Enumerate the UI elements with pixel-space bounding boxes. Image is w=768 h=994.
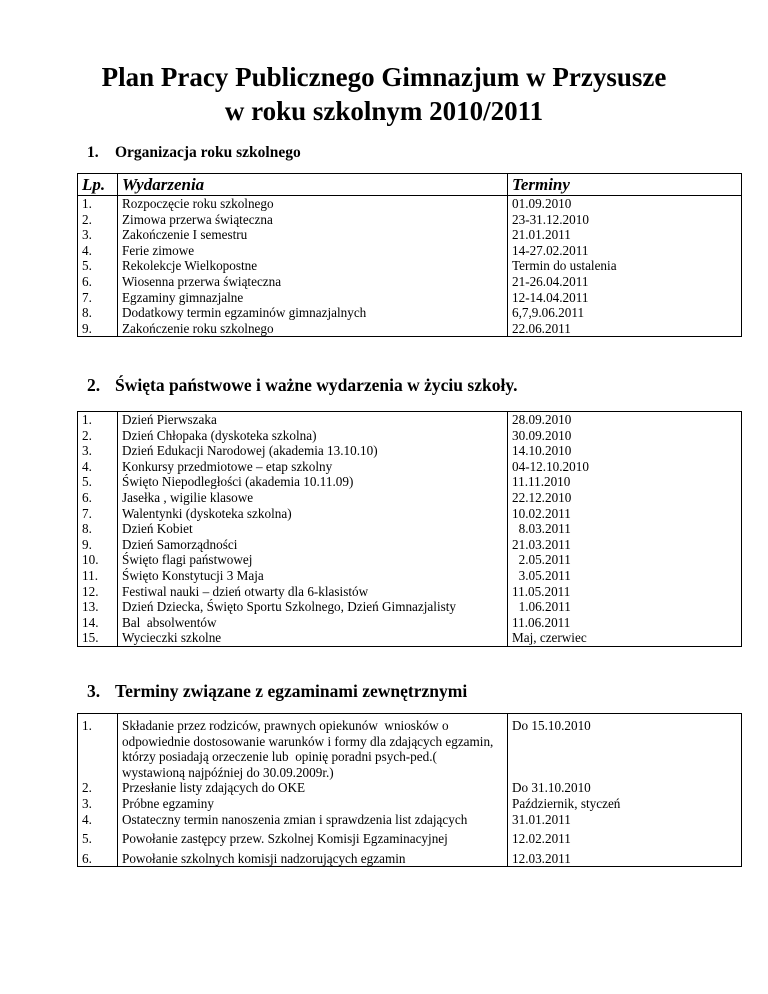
cell-event: Powołanie zastępcy przew. Szkolnej Komisji Egzaminacyjnej [118, 827, 508, 847]
cell-event: Przesłanie listy zdających do OKE [118, 780, 508, 796]
section-3-title: Terminy związane z egzaminami zewnętrznymi [115, 681, 468, 701]
cell-event: Dzień Pierwszaka [118, 412, 508, 428]
cell-lp: 5. [78, 827, 118, 847]
cell-lp: 12. [78, 584, 118, 600]
cell-lp: 4. [78, 812, 118, 828]
cell-event: Święto Konstytucji 3 Maja [118, 568, 508, 584]
table-row [78, 812, 742, 828]
table-row [78, 552, 742, 568]
cell-lp: 9. [78, 537, 118, 553]
cell-event: Dzień Chłopaka (dyskoteka szkolna) [118, 428, 508, 444]
col-date-header: Terminy [508, 174, 742, 196]
table-row [78, 227, 742, 243]
cell-date: 04-12.10.2010 [508, 459, 742, 475]
cell-date: 12.02.2011 [508, 827, 742, 847]
cell-lp: 3. [78, 227, 118, 243]
cell-event: Rekolekcje Wielkopostne [118, 258, 508, 274]
cell-lp: 2. [78, 212, 118, 228]
cell-date: Termin do ustalenia [508, 258, 742, 274]
cell-lp: 7. [78, 290, 118, 306]
section-2-heading [87, 375, 517, 396]
cell-date: Październik, styczeń [508, 796, 742, 812]
table-row [78, 258, 742, 274]
cell-lp: 6. [78, 490, 118, 506]
cell-lp: 15. [78, 630, 118, 646]
cell-lp: 9. [78, 321, 118, 337]
cell-date: Maj, czerwiec [508, 630, 742, 646]
table-row [78, 212, 742, 228]
cell-date: 1.06.2011 [508, 599, 742, 615]
cell-lp: 4. [78, 243, 118, 259]
cell-event: Zimowa przerwa świąteczna [118, 212, 508, 228]
cell-lp: 8. [78, 521, 118, 537]
cell-event: Ostateczny termin nanoszenia zmian i sprawdzenia list zdających [118, 812, 508, 828]
cell-date: 14.10.2010 [508, 443, 742, 459]
cell-date: 8.03.2011 [508, 521, 742, 537]
table-row [78, 243, 742, 259]
table-row [78, 290, 742, 306]
cell-date: 21.03.2011 [508, 537, 742, 553]
cell-event: Bal absolwentów [118, 615, 508, 631]
cell-event: Walentynki (dyskoteka szkolna) [118, 506, 508, 522]
table-row [78, 196, 742, 212]
cell-date: 28.09.2010 [508, 412, 742, 428]
cell-lp: 4. [78, 459, 118, 475]
cell-lp: 8. [78, 305, 118, 321]
cell-event: Dodatkowy termin egzaminów gimnazjalnych [118, 305, 508, 321]
cell-lp: 6. [78, 847, 118, 867]
table-row [78, 599, 742, 615]
cell-date: 10.02.2011 [508, 506, 742, 522]
cell-event: Egzaminy gimnazjalne [118, 290, 508, 306]
cell-date: 21-26.04.2011 [508, 274, 742, 290]
table-row [78, 274, 742, 290]
col-event-header: Wydarzenia [118, 174, 508, 196]
cell-event: Wycieczki szkolne [118, 630, 508, 646]
cell-date: Do 31.10.2010 [508, 780, 742, 796]
cell-lp: 3. [78, 443, 118, 459]
cell-lp: 2. [78, 428, 118, 444]
cell-event: Zakończenie I semestru [118, 227, 508, 243]
cell-date: 2.05.2011 [508, 552, 742, 568]
cell-lp: 6. [78, 274, 118, 290]
cell-event: Dzień Kobiet [118, 521, 508, 537]
section-3-number: 3. [87, 681, 101, 701]
cell-date: 12-14.04.2011 [508, 290, 742, 306]
page-title [0, 60, 768, 128]
cell-date: 22.12.2010 [508, 490, 742, 506]
cell-lp: 2. [78, 780, 118, 796]
cell-lp: 5. [78, 258, 118, 274]
holidays-table [77, 411, 742, 647]
cell-date: 11.06.2011 [508, 615, 742, 631]
cell-event: Dzień Dziecka, Święto Sportu Szkolnego, Dzień Gimnazjalisty [118, 599, 508, 615]
table-row [78, 537, 742, 553]
cell-date: 22.06.2011 [508, 321, 742, 337]
cell-date: 12.03.2011 [508, 847, 742, 867]
cell-event: Ferie zimowe [118, 243, 508, 259]
cell-date: 23-31.12.2010 [508, 212, 742, 228]
table-row [78, 847, 742, 867]
table-row [78, 305, 742, 321]
table-row [78, 780, 742, 796]
cell-lp: 1. [78, 714, 118, 781]
table-row [78, 459, 742, 475]
table-row [78, 443, 742, 459]
cell-date: Do 15.10.2010 [508, 714, 742, 781]
cell-event: Konkursy przedmiotowe – etap szkolny [118, 459, 508, 475]
cell-date: 14-27.02.2011 [508, 243, 742, 259]
table-row [78, 321, 742, 337]
table-row [78, 827, 742, 847]
table-row [78, 474, 742, 490]
table-row [78, 521, 742, 537]
cell-lp: 3. [78, 796, 118, 812]
section-2-title: Święta państwowe i ważne wydarzenia w życiu szkoły. [115, 375, 518, 395]
cell-event: Święto Niepodległości (akademia 10.11.09) [118, 474, 508, 490]
exams-table [77, 713, 742, 867]
school-year-table [77, 173, 742, 337]
table-header-row [78, 174, 742, 196]
title-line-1: Plan Pracy Publicznego Gimnazjum w Przysusze [101, 62, 667, 92]
table-row [78, 428, 742, 444]
cell-lp: 1. [78, 412, 118, 428]
cell-date: 11.05.2011 [508, 584, 742, 600]
table-row [78, 490, 742, 506]
section-1-heading [87, 144, 301, 162]
table-row [78, 568, 742, 584]
cell-date: 6,7,9.06.2011 [508, 305, 742, 321]
cell-lp: 7. [78, 506, 118, 522]
section-3-heading [87, 681, 467, 702]
cell-date: 21.01.2011 [508, 227, 742, 243]
table-row [78, 506, 742, 522]
cell-event: Festiwal nauki – dzień otwarty dla 6-klasistów [118, 584, 508, 600]
table-row [78, 584, 742, 600]
table-row [78, 412, 742, 428]
cell-event: Powołanie szkolnych komisji nadzorujących egzamin [118, 847, 508, 867]
cell-lp: 11. [78, 568, 118, 584]
cell-event: Zakończenie roku szkolnego [118, 321, 508, 337]
section-1-title: Organizacja roku szkolnego [115, 144, 301, 161]
table-row [78, 796, 742, 812]
cell-event: Dzień Samorządności [118, 537, 508, 553]
table-row [78, 615, 742, 631]
cell-date: 01.09.2010 [508, 196, 742, 212]
cell-event: Rozpoczęcie roku szkolnego [118, 196, 508, 212]
cell-lp: 5. [78, 474, 118, 490]
cell-lp: 10. [78, 552, 118, 568]
section-1-number: 1. [87, 144, 99, 161]
title-line-2: w roku szkolnym 2010/2011 [224, 96, 544, 126]
cell-date: 11.11.2010 [508, 474, 742, 490]
section-2-number: 2. [87, 375, 101, 395]
cell-lp: 1. [78, 196, 118, 212]
cell-event: Święto flagi państwowej [118, 552, 508, 568]
cell-date: 31.01.2011 [508, 812, 742, 828]
cell-event: Wiosenna przerwa świąteczna [118, 274, 508, 290]
cell-event: Dzień Edukacji Narodowej (akademia 13.10.10) [118, 443, 508, 459]
cell-event: Próbne egzaminy [118, 796, 508, 812]
cell-date: 3.05.2011 [508, 568, 742, 584]
table-row [78, 630, 742, 646]
cell-event: Jasełka , wigilie klasowe [118, 490, 508, 506]
col-lp-header: Lp. [78, 174, 118, 196]
cell-lp: 13. [78, 599, 118, 615]
cell-event: Składanie przez rodziców, prawnych opiekunów wniosków o odpowiednie dostosowanie warunków i formy dla zdających egzamin, którzy posiadają orzeczenie lub opinię poradni psych-ped.( wystawioną najpóźniej do 30.09.2009r.) [118, 714, 508, 781]
cell-date: 30.09.2010 [508, 428, 742, 444]
cell-lp: 14. [78, 615, 118, 631]
table-row [78, 714, 742, 781]
